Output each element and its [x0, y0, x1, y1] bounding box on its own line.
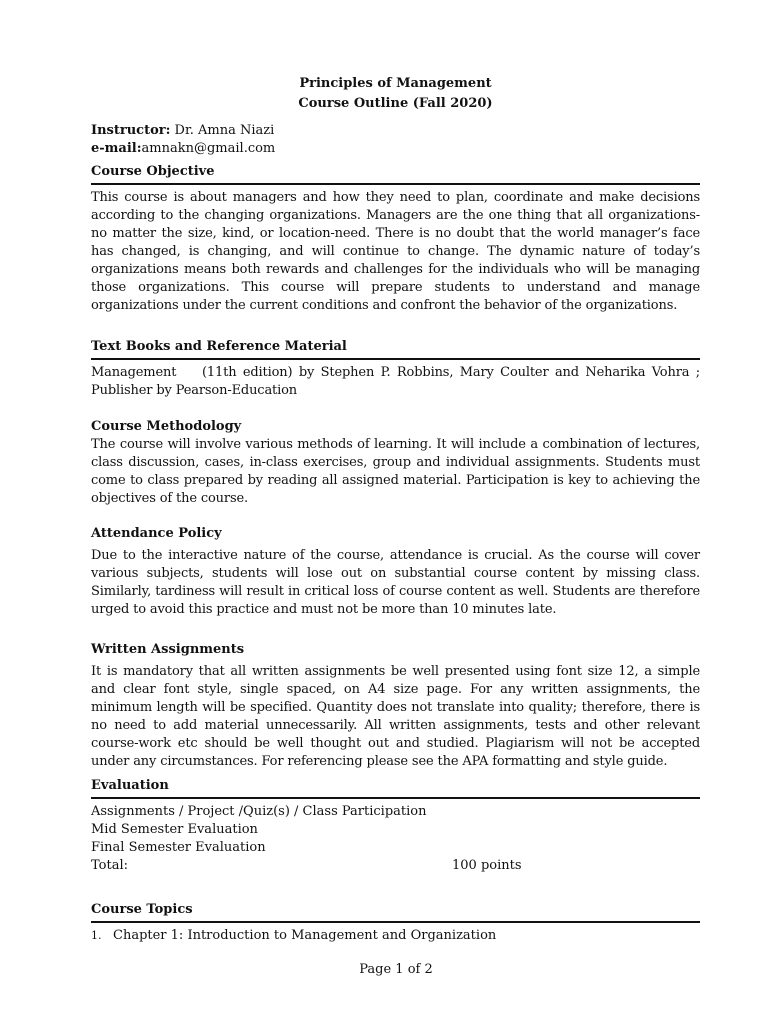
topics-section	[91, 901, 700, 945]
email-label: e-mail:	[91, 141, 142, 156]
evaluation-row	[91, 821, 700, 839]
textbooks-text: Management (11th edition) by Stephen P. Robbins, Mary Coulter and Neharika Vohra ; Publisher by Pearson-Education	[91, 365, 704, 398]
topic-number: 1.	[91, 929, 102, 942]
textbooks-title: Text Books and Reference Material	[91, 338, 700, 360]
topics-title: Course Topics	[91, 901, 700, 923]
evaluation-row	[91, 857, 700, 875]
instructor-block	[91, 122, 700, 158]
evaluation-section	[91, 777, 700, 875]
evaluation-item-label: Final Semester Evaluation	[91, 840, 266, 855]
evaluation-row	[91, 839, 700, 857]
evaluation-item-label: Assignments / Project /Quiz(s) / Class Participation	[91, 804, 427, 819]
topic-text: Chapter 1: Introduction to Management and Organization	[113, 928, 497, 943]
methodology-title: Course Methodology	[91, 419, 242, 434]
evaluation-row	[91, 803, 700, 821]
evaluation-title: Evaluation	[91, 777, 700, 799]
evaluation-item-label: Mid Semester Evaluation	[91, 822, 258, 837]
attendance-text: Due to the interactive nature of the course, attendance is crucial. As the course will cover various subjects, students will lose out on substantial course content by missing class. Similarly, tardiness will result in critical loss of course content as well. Students are therefore urged to avoid this practice and must not be more than 10 minutes late.	[91, 548, 700, 617]
objective-text: This course is about managers and how they need to plan, coordinate and make decisions according to the changing organizations. Managers are the one thing that all organizations-no matter the size, kind, or location-need. There is no doubt that the world manager’s face has changed, is changing, and will continue to change. The dynamic nature of today’s organizations means both rewards and challenges for the individuals who will be managing those organizations. This course will prepare students to understand and manage organizations under the current conditions and confront the behavior of the organizations.	[91, 190, 700, 313]
methodology-text: The course will involve various methods of learning. It will include a combination of lectures, class discussion, cases, in-class exercises, group and individual assignments. Students must come to class prepared by reading all assigned material. Participation is key to achieving the objectives of the course.	[91, 437, 700, 506]
topic-item	[91, 927, 700, 945]
evaluation-table	[91, 803, 700, 875]
objective-title: Course Objective	[91, 163, 700, 185]
topics-list	[91, 927, 700, 945]
assignments-section	[91, 641, 700, 771]
attendance-title: Attendance Policy	[91, 526, 222, 541]
instructor-label: Instructor:	[91, 123, 171, 138]
assignments-title: Written Assignments	[91, 642, 245, 657]
document-page	[91, 74, 704, 945]
course-subtitle: Course Outline (Fall 2020)	[298, 96, 493, 111]
instructor-name: Dr. Amna Niazi	[174, 123, 275, 138]
email-line	[91, 140, 700, 158]
assignments-text: It is mandatory that all written assignments be well presented using font size 12, a simple and clear font style, single spaced, on A4 size page. For any written assignments, the minimum length will be specified. Quantity does not translate into quality; therefore, there is no need to add material unnecessarily. All written assignments, tests and other relevant course-work etc should be well thought out and studied. Plagiarism will not be accepted under any circumstances. For referencing please see the APA formatting and style guide.	[91, 664, 700, 769]
textbooks-section	[91, 338, 704, 400]
evaluation-item-value: 100 points	[452, 858, 522, 873]
methodology-section	[91, 418, 700, 508]
email-value: amnakn@gmail.com	[141, 141, 276, 156]
objective-section	[91, 163, 700, 315]
instructor-line	[91, 122, 700, 140]
course-title: Principles of Management	[299, 76, 492, 91]
page-number: Page 1 of 2	[359, 962, 433, 977]
evaluation-item-label: Total:	[91, 858, 129, 873]
attendance-section	[91, 525, 700, 619]
